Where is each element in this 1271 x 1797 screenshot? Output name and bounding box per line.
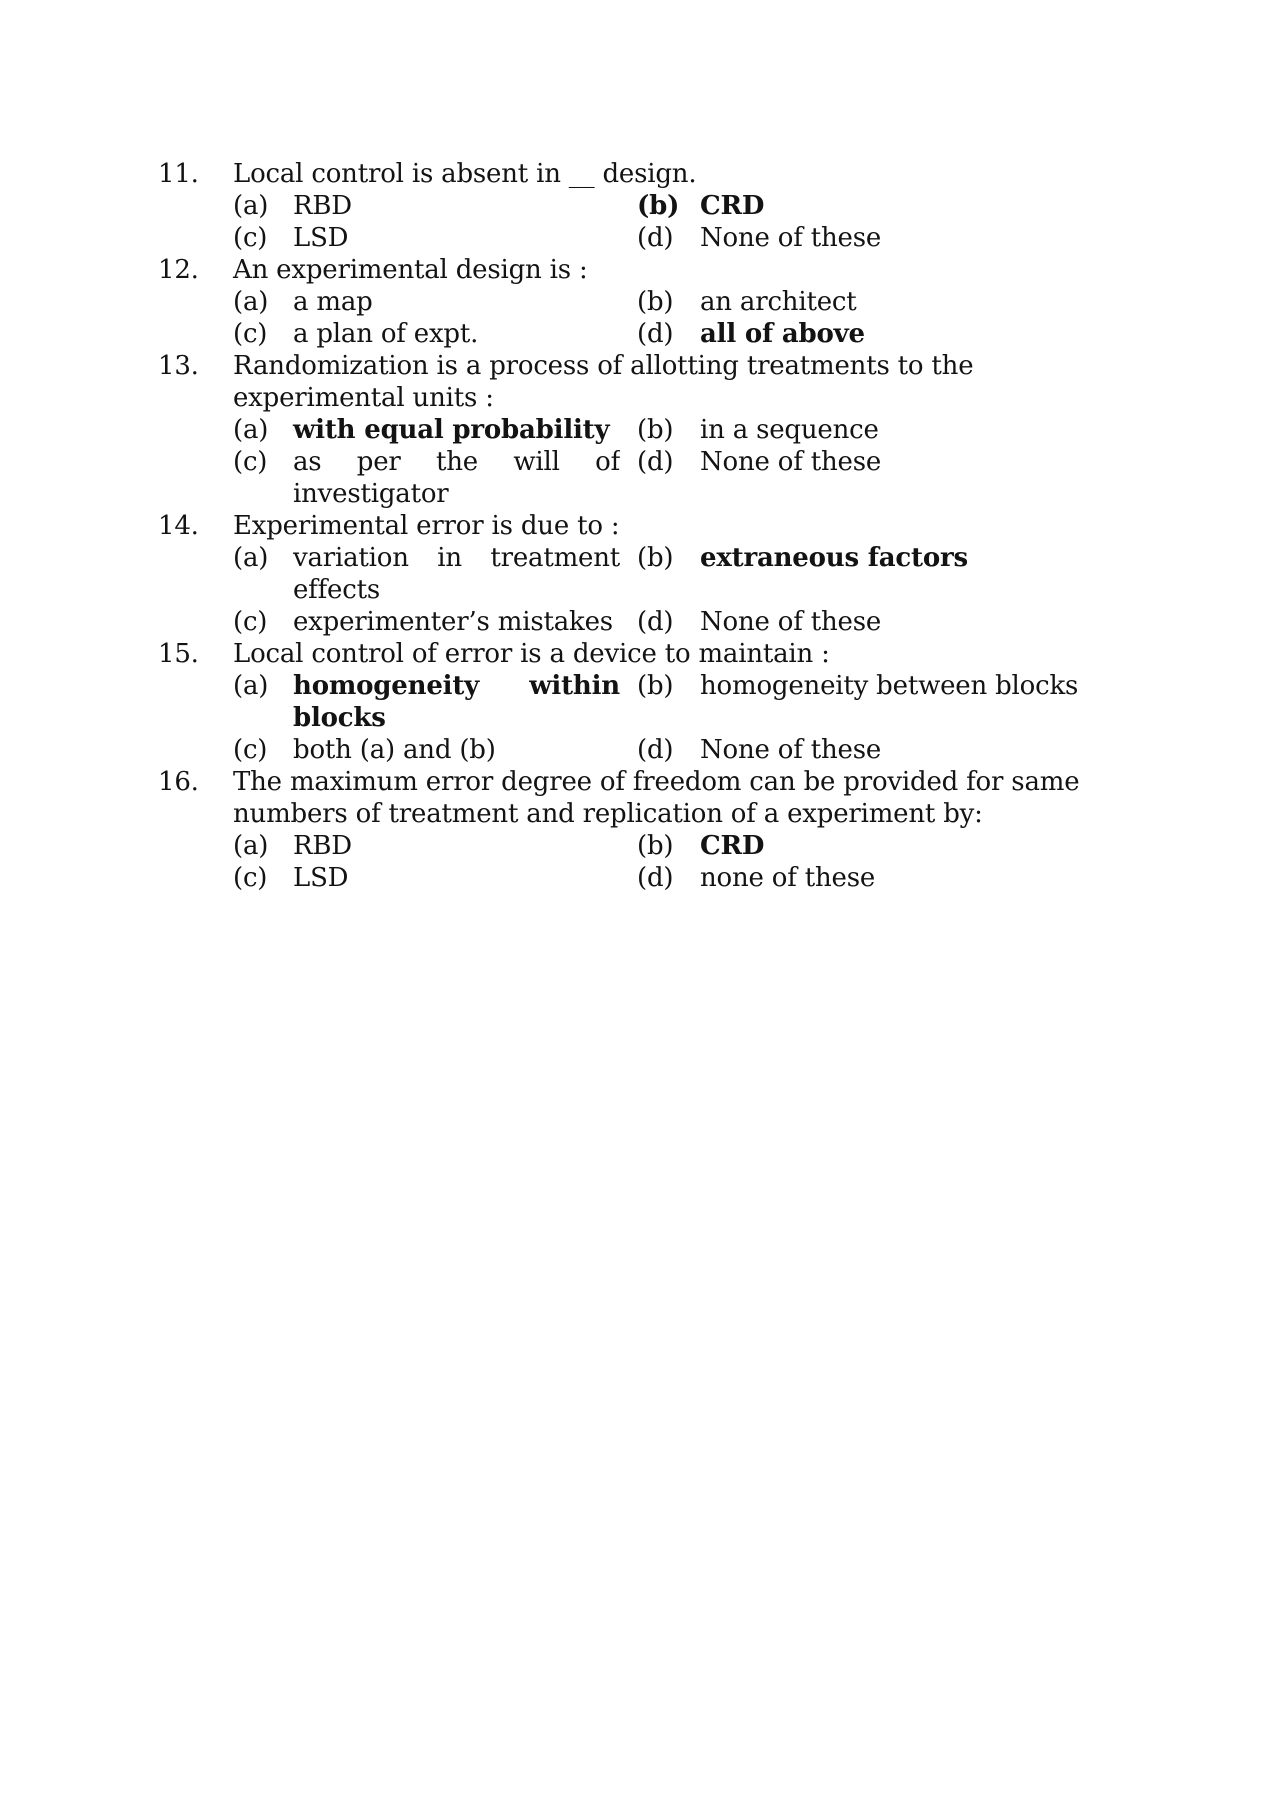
option-text: None of these <box>700 607 882 637</box>
question-line <box>0 254 1271 286</box>
option-label: (c) <box>233 607 268 637</box>
document-page <box>0 158 1271 894</box>
option-label: (a) <box>233 543 269 573</box>
option-row <box>0 446 1271 478</box>
option-label: (d) <box>637 319 674 349</box>
option-row <box>0 286 1271 318</box>
option-text: as per the will of <box>293 447 620 477</box>
option-label: (c) <box>233 223 268 253</box>
option-label: (a) <box>233 671 269 701</box>
option-text: with equal probability <box>293 415 610 445</box>
option-label: (c) <box>233 447 268 477</box>
option-text: an architect <box>700 287 857 317</box>
option-text: LSD <box>293 223 349 253</box>
option-row <box>0 542 1271 574</box>
option-text: CRD <box>700 831 765 861</box>
option-text-continuation: blocks <box>293 703 386 733</box>
option-text: RBD <box>293 191 352 221</box>
option-row <box>0 190 1271 222</box>
question-line <box>0 382 1271 414</box>
option-label: (b) <box>637 191 680 221</box>
option-label: (c) <box>233 863 268 893</box>
option-label: (c) <box>233 735 268 765</box>
question-number: 13. <box>158 351 199 381</box>
option-text: all of above <box>700 319 865 349</box>
question-text: numbers of treatment and replication of a experiment by: <box>233 799 983 829</box>
option-text: extraneous factors <box>700 543 968 573</box>
option-row <box>0 862 1271 894</box>
option-row <box>0 318 1271 350</box>
option-text: homogeneity between blocks <box>700 671 1079 701</box>
question-number: 14. <box>158 511 199 541</box>
option-text: a map <box>293 287 373 317</box>
question-line <box>0 510 1271 542</box>
question-text: experimental units : <box>233 383 494 413</box>
option-row <box>0 478 1271 510</box>
option-text: a plan of expt. <box>293 319 479 349</box>
option-label: (d) <box>637 607 674 637</box>
option-label: (d) <box>637 863 674 893</box>
option-label: (b) <box>637 671 674 701</box>
question-line <box>0 638 1271 670</box>
question-text: Local control of error is a device to maintain : <box>233 639 830 669</box>
question-text: An experimental design is : <box>233 255 588 285</box>
option-label: (a) <box>233 831 269 861</box>
option-row <box>0 830 1271 862</box>
question-line <box>0 798 1271 830</box>
question-number: 12. <box>158 255 199 285</box>
option-label: (b) <box>637 543 674 573</box>
option-text-continuation: effects <box>293 575 380 605</box>
option-row <box>0 222 1271 254</box>
question-text: The maximum error degree of freedom can be provided for same <box>233 767 1080 797</box>
option-text: experimenter’s mistakes <box>293 607 613 637</box>
question-line <box>0 766 1271 798</box>
option-label: (b) <box>637 287 674 317</box>
question-number: 11. <box>158 159 199 189</box>
option-text: LSD <box>293 863 349 893</box>
option-text: both (a) and (b) <box>293 735 496 765</box>
option-text: None of these <box>700 735 882 765</box>
question-line <box>0 350 1271 382</box>
option-label: (b) <box>637 831 674 861</box>
option-text: variation in treatment <box>293 543 620 573</box>
option-text: CRD <box>700 191 765 221</box>
option-text: homogeneity within <box>293 671 620 701</box>
option-row <box>0 414 1271 446</box>
option-label: (a) <box>233 287 269 317</box>
option-row <box>0 734 1271 766</box>
option-text-continuation: investigator <box>293 479 449 509</box>
question-text: Randomization is a process of allotting treatments to the <box>233 351 974 381</box>
question-number: 16. <box>158 767 199 797</box>
option-row <box>0 702 1271 734</box>
option-text: in a sequence <box>700 415 879 445</box>
option-text: None of these <box>700 223 882 253</box>
option-label: (c) <box>233 319 268 349</box>
question-text: Experimental error is due to : <box>233 511 620 541</box>
option-text: none of these <box>700 863 876 893</box>
option-row <box>0 574 1271 606</box>
option-label: (a) <box>233 415 269 445</box>
option-text: None of these <box>700 447 882 477</box>
option-row <box>0 606 1271 638</box>
question-text: Local control is absent in __ design. <box>233 159 697 189</box>
option-label: (a) <box>233 191 269 221</box>
option-label: (d) <box>637 447 674 477</box>
option-label: (d) <box>637 735 674 765</box>
option-row <box>0 670 1271 702</box>
option-text: RBD <box>293 831 352 861</box>
option-label: (b) <box>637 415 674 445</box>
question-line <box>0 158 1271 190</box>
option-label: (d) <box>637 223 674 253</box>
question-number: 15. <box>158 639 199 669</box>
